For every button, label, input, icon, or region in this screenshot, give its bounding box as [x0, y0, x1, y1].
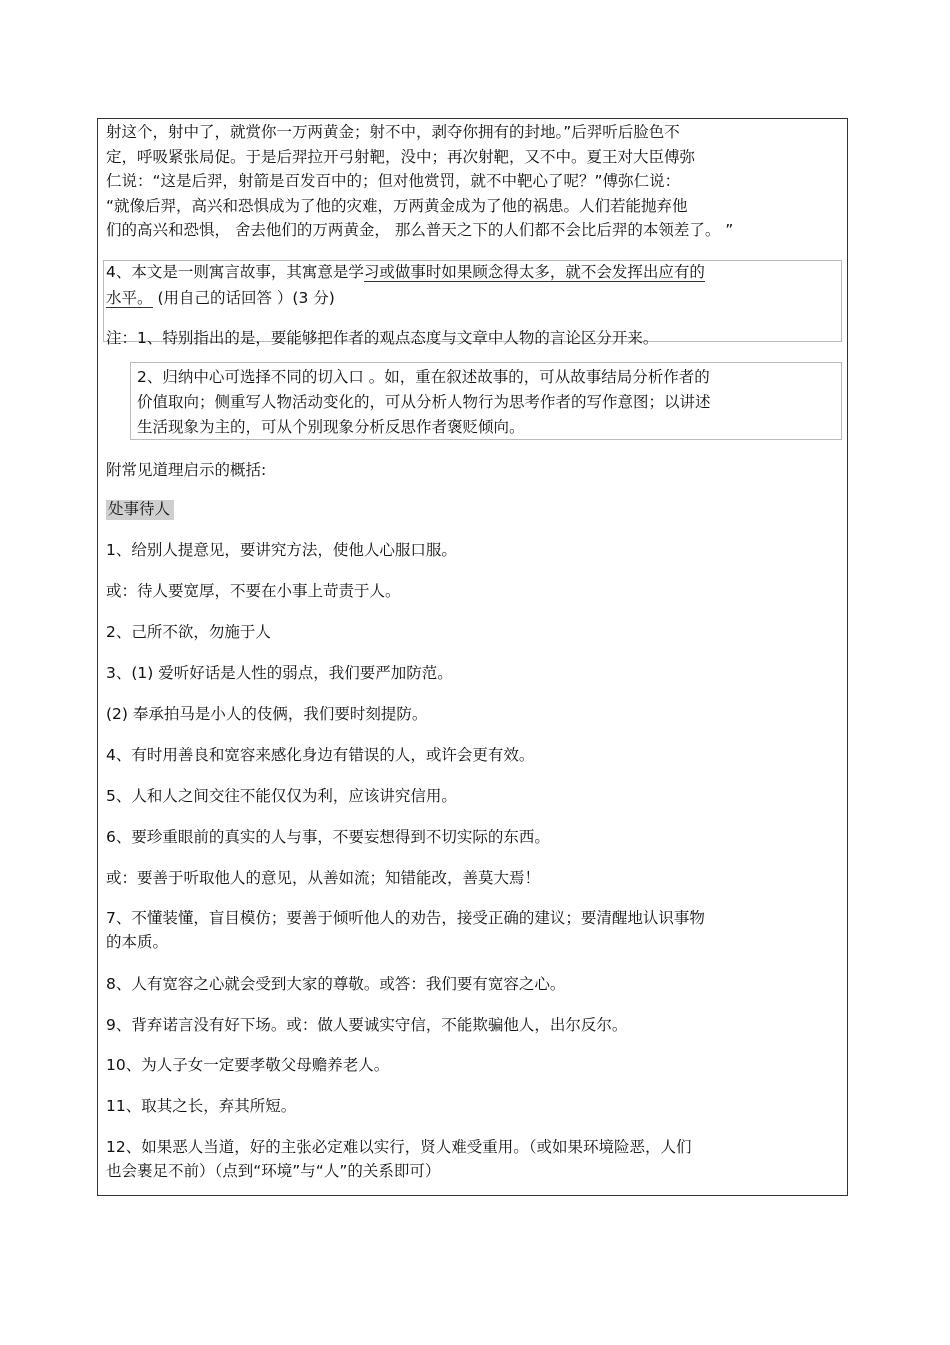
question-4-answer: 习或做事时如果顾念得太多，就不会发挥出应有的: [363, 263, 705, 281]
list-item: 3、(1) 爱听好话是人性的弱点，我们要严加防范。: [106, 664, 453, 682]
list-item-continued: 也会裹足不前）（点到“环境”与“人”的关系即可）: [106, 1162, 441, 1180]
question-4-line-2: [106, 286, 335, 310]
question-4-line-1: [106, 260, 705, 284]
list-item: 4、有时用善良和宽容来感化身边有错误的人，或许会更有效。: [106, 746, 535, 764]
question-4-prefix: 4、本文是一则寓言故事，其寓意是学: [106, 263, 364, 281]
list-item: 2、己所不欲，勿施于人: [106, 623, 271, 641]
appendix-title: 附常见道理启示的概括:: [106, 461, 267, 479]
note-1: 注：1、特别指出的是，要能够把作者的观点态度与文章中人物的言论区分开来。: [106, 329, 659, 347]
note-2-line: 生活现象为主的，可从个别现象分析反思作者褒贬倾向。: [137, 418, 525, 436]
list-item: 11、取其之长，弃其所短。: [106, 1097, 297, 1115]
list-item: 6、要珍重眼前的真实的人与事，不要妄想得到不切实际的东西。: [106, 828, 550, 846]
list-item: 或：要善于听取他人的意见，从善如流；知错能改，善莫大焉！: [106, 869, 541, 887]
story-line: 定，呼吸紧张局促。于是后羿拉开弓射靶，没中；再次射靶，又不中。夏王对大臣傅弥: [106, 147, 696, 166]
list-item: 或：待人要宽厚，不要在小事上苛责于人。: [106, 582, 401, 600]
section-heading: 处事待人: [106, 500, 174, 520]
story-paragraph: [106, 120, 733, 243]
list-item: 5、人和人之间交往不能仅仅为利，应该讲究信用。: [106, 787, 457, 805]
story-line: “就像后羿，高兴和恐惧成为了他的灾难，万两黄金成为了他的祸患。人们若能抛弃他: [106, 196, 688, 215]
question-4-suffix: (用自己的话回答 ）(3 分): [152, 289, 335, 307]
story-line: 仁说：“这是后羿，射箭是百发百中的；但对他赏罚，就不中靶心了呢？”傅弥仁说：: [106, 172, 681, 190]
list-item: 8、人有宽容之心就会受到大家的尊敬。或答：我们要有宽容之心。: [106, 975, 566, 993]
list-item: (2) 奉承拍马是小人的伎俩，我们要时刻提防。: [106, 705, 428, 723]
question-4-answer-end: 水平。: [106, 289, 153, 307]
list-item-continued: 的本质。: [106, 933, 169, 951]
story-line: 射这个，射中了，就赏你一万两黄金；射不中，剥夺你拥有的封地。”后羿听后脸色不: [106, 123, 680, 141]
list-item: 10、为人子女一定要孝敬父母赡养老人。: [106, 1056, 390, 1074]
story-line: 们的高兴和恐惧， 舍去他们的万两黄金， 那么普天之下的人们都不会比后羿的本领差了。 ”: [106, 221, 734, 239]
list-item: 7、不懂装懂，盲目模仿；要善于倾听他人的劝告，接受正确的建议；要清醒地认识事物: [106, 909, 705, 927]
list-item: 9、背弃诺言没有好下场。或：做人要诚实守信，不能欺骗他人，出尔反尔。: [106, 1016, 628, 1034]
note-2-line: 价值取向；侧重写人物活动变化的，可从分析人物行为思考作者的写作意图；以讲述: [137, 393, 711, 411]
list-item: 1、给别人提意见，要讲究方法，使他人心服口服。: [106, 541, 457, 559]
note-2-line: 2、归纳中心可选择不同的切入口 。如，重在叙述故事的，可从故事结局分析作者的: [137, 368, 710, 386]
list-item: 12、如果恶人当道，好的主张必定难以实行，贤人难受重用。（或如果环境险恶，人们: [106, 1138, 692, 1156]
